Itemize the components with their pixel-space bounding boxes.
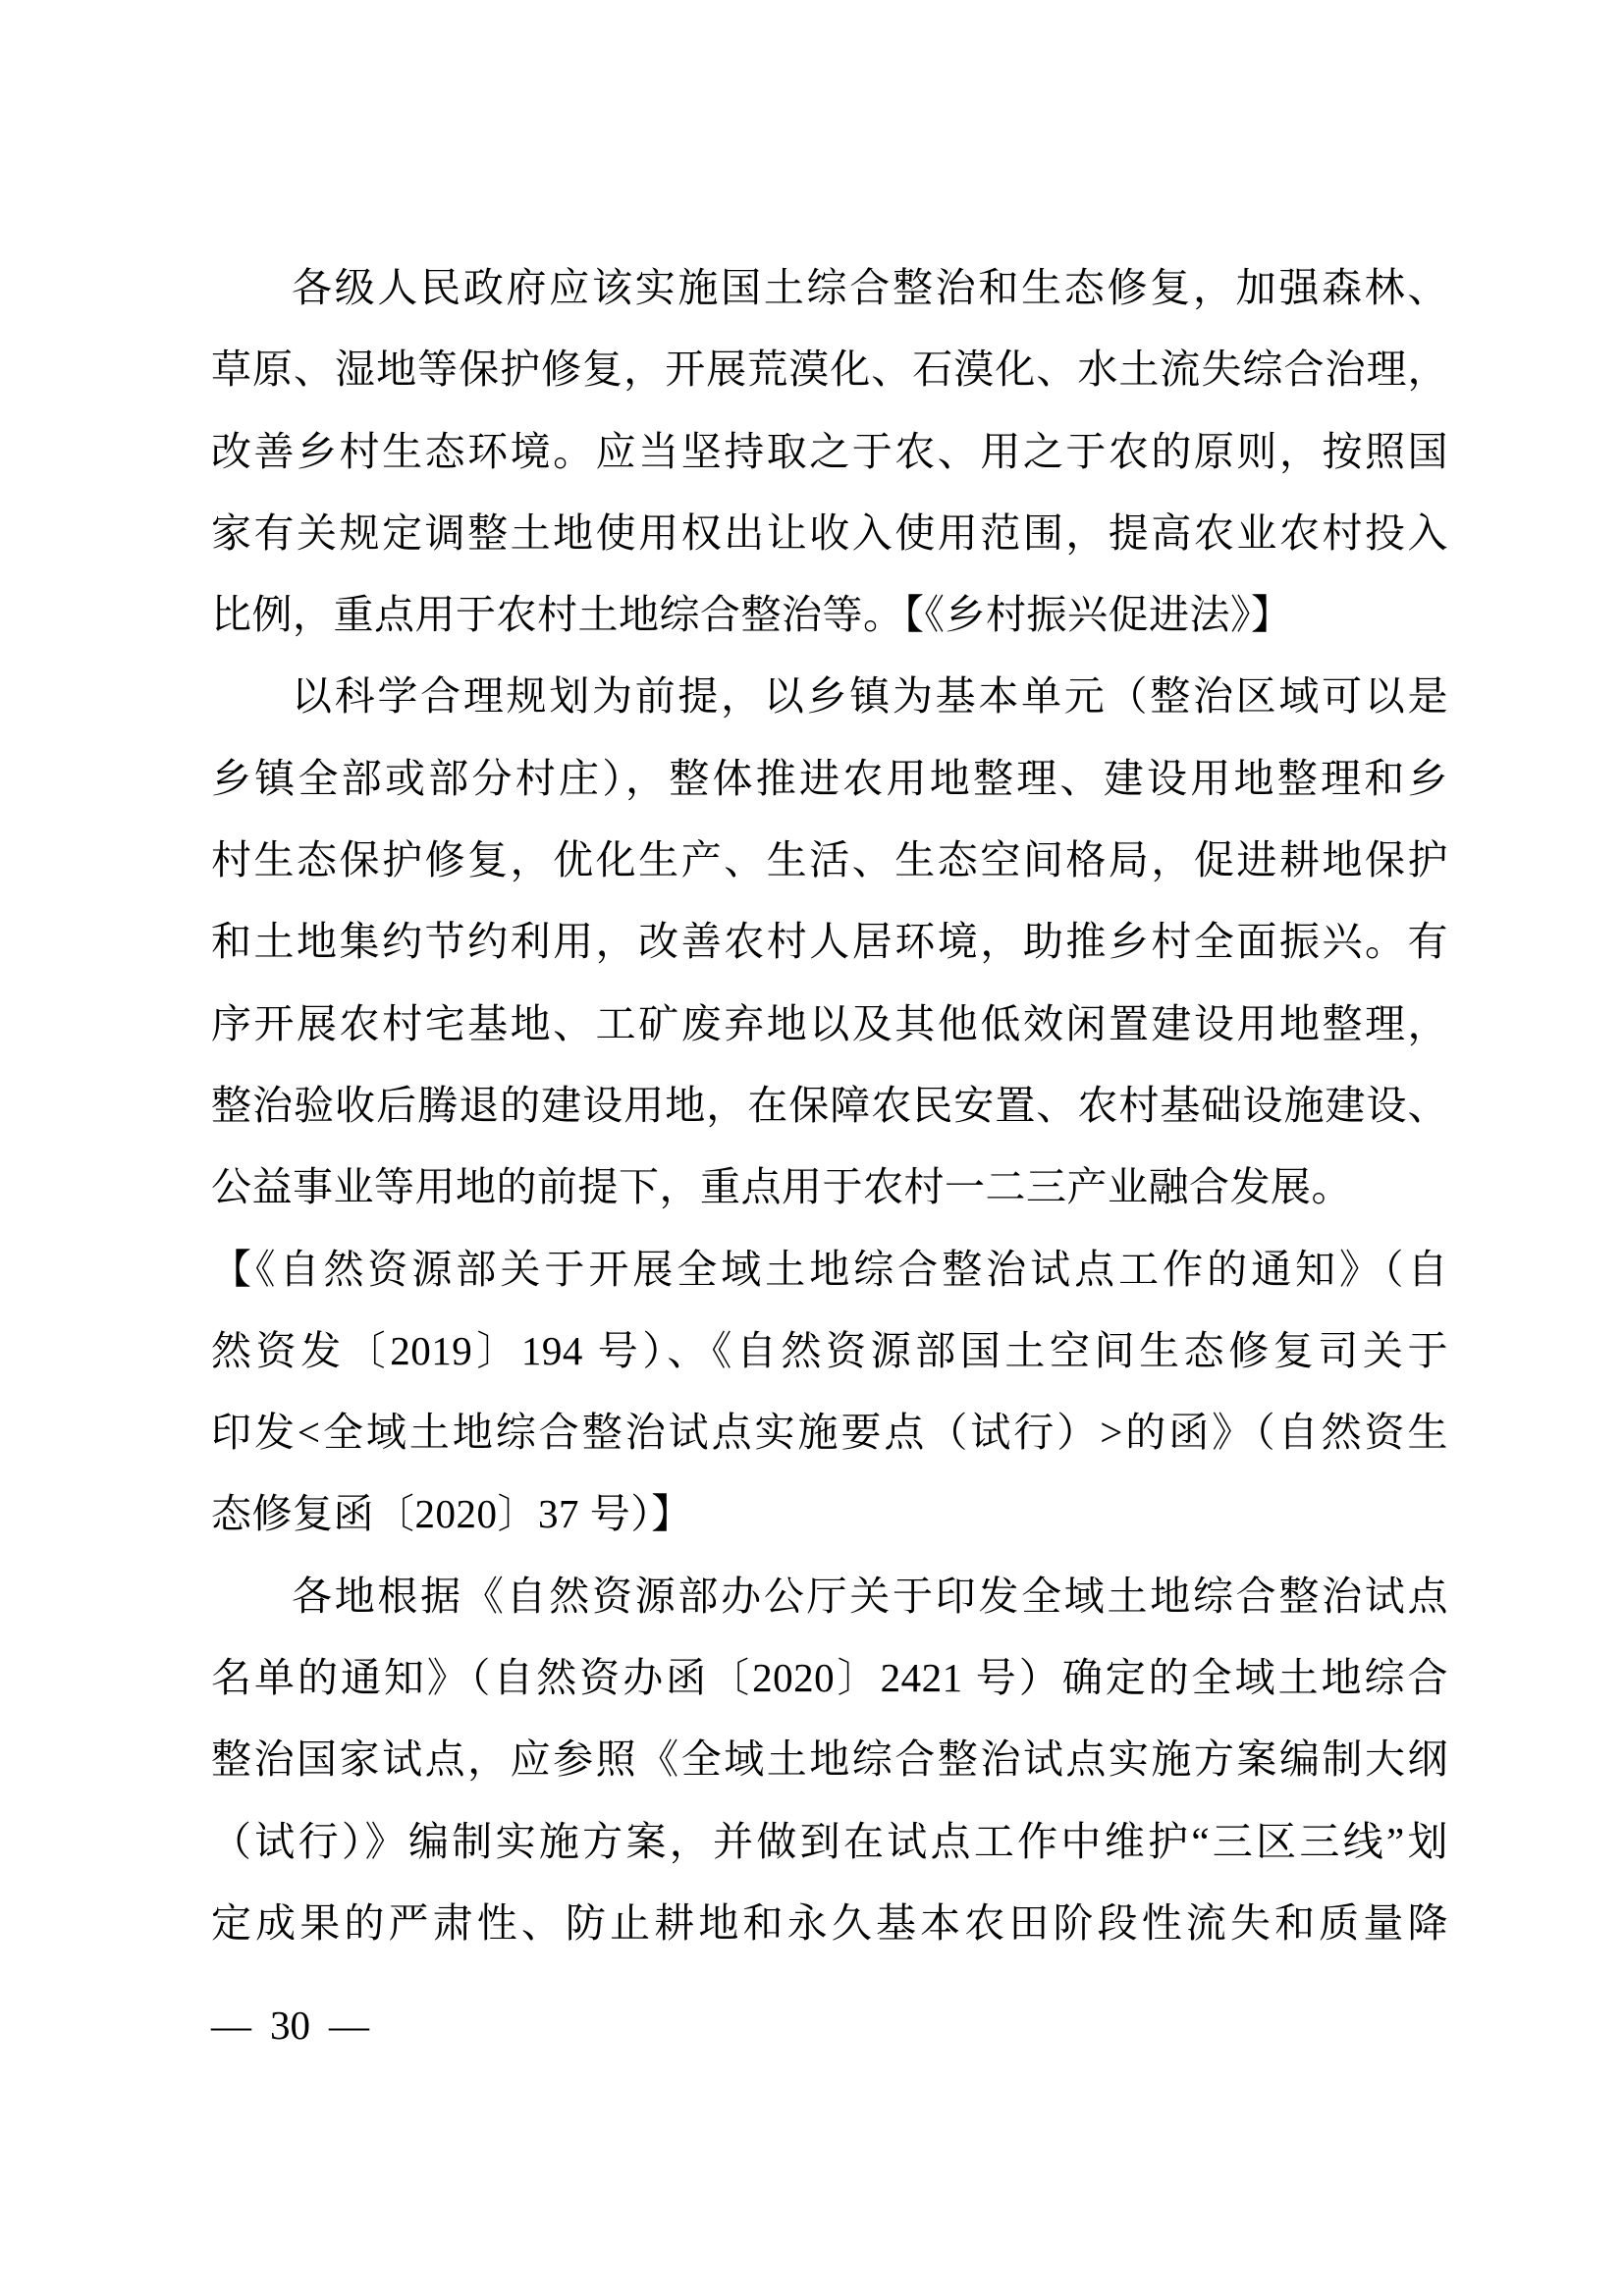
page-number: 30 — [270, 2002, 310, 2048]
text-line: 草原、湿地等保护修复，开展荒漠化、石漠化、水土流失综合治理， — [211, 347, 1448, 393]
text-line: 【《自然资源部关于开展全域土地综合整治试点工作的通知》（自 — [211, 1246, 1448, 1292]
text-line: 公益事业等用地的前提下，重点用于农村一二三产业融合发展。 — [211, 1164, 1352, 1210]
text-line: 各地根据《自然资源部办公厅关于印发全域土地综合整治试点 — [292, 1573, 1448, 1619]
text-line: 乡镇全部或部分村庄），整体推进农用地整理、建设用地整理和乡 — [211, 755, 1448, 801]
text-line: 家有关规定调整土地使用权出让收入使用范围，提高农业农村投入 — [211, 509, 1448, 556]
text-line: 整治国家试点，应参照《全域土地综合整治试点实施方案编制大纲 — [211, 1736, 1448, 1783]
text-line: 改善乡村生态环境。应当坚持取之于农、用之于农的原则，按照国 — [211, 428, 1448, 474]
text-line: 以科学合理规划为前提，以乡镇为基本单元（整治区域可以是 — [292, 673, 1448, 720]
text-line: 村生态保护修复，优化生产、生活、生态空间格局，促进耕地保护 — [211, 837, 1448, 883]
text-line: （试行）》编制实施方案，并做到在试点工作中维护“三区三线”划 — [211, 1818, 1448, 1864]
footer-dash-left: — — [211, 2002, 251, 2048]
text-line: 和土地集约节约利用，改善农村人居环境，助推乡村全面振兴。有 — [211, 919, 1448, 965]
text-line: 印发<全域土地综合整治试点实施要点（试行）>的函》（自然资生 — [211, 1410, 1448, 1456]
page-footer — [211, 1985, 369, 2066]
text-line: 序开展农村宅基地、工矿废弃地以及其他低效闲置建设用地整理， — [211, 1000, 1448, 1046]
text-line: 各级人民政府应该实施国土综合整治和生态修复，加强森林、 — [292, 265, 1448, 310]
text-line: 整治验收后腾退的建设用地，在保障农民安置、农村基础设施建设、 — [211, 1082, 1448, 1128]
text-line: 态修复函〔2020〕37 号）】 — [211, 1491, 692, 1537]
text-line: 定成果的严肃性、防止耕地和永久基本农田阶段性流失和质量降 — [211, 1899, 1448, 1946]
footer-dash-right: — — [329, 2002, 369, 2048]
text-line: 比例，重点用于农村土地综合整治等。【《乡村振兴促进法》】 — [211, 592, 1292, 638]
body-text-block — [211, 247, 1448, 1964]
text-line: 名单的通知》（自然资办函〔2020〕2421 号）确定的全域土地综合 — [211, 1655, 1448, 1701]
text-line: 然资发〔2019〕194 号）、《自然资源部国土空间生态修复司关于 — [211, 1327, 1448, 1373]
